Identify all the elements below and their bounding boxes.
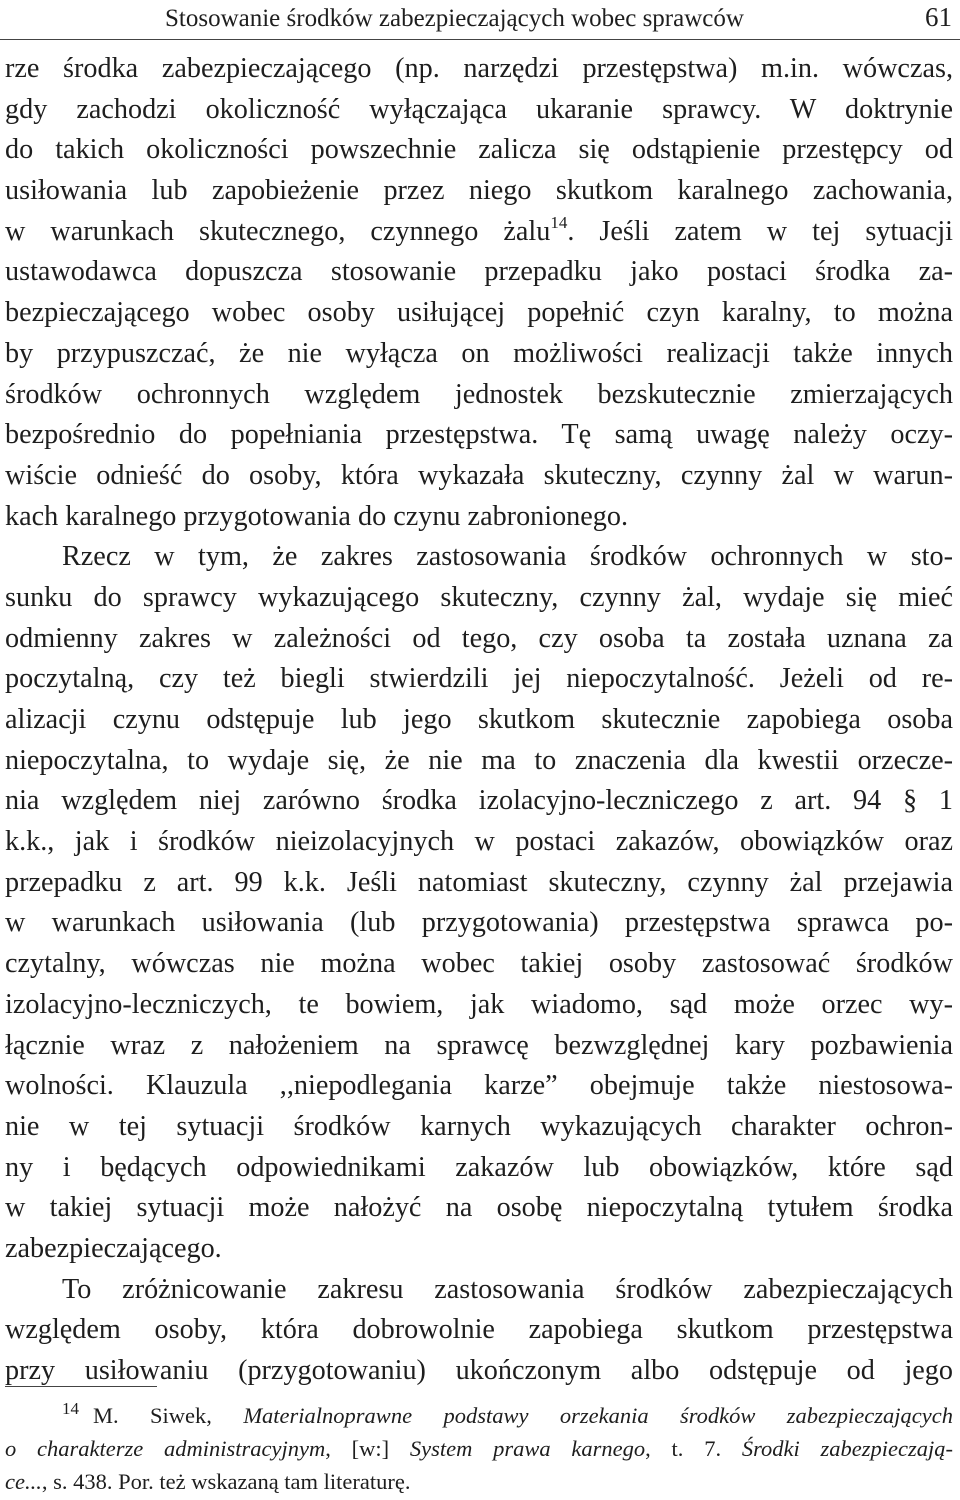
footnote-line [5,1432,953,1465]
text-line: wiście odnieść do osoby, która wykazała skuteczny, czynny żal w warun- [5,459,953,491]
text-line: rze środka zabezpieczającego (np. narzędzi przestępstwa) m.in. wówczas, [5,53,953,84]
text-line: by przypuszczać, że nie wyłącza on możliwości realizacji także innych [5,337,953,369]
text-line: poczytalną, czy też biegli stwierdzili jej niepoczytalność. Jeżeli od re- [5,663,953,695]
footnote-line [5,1465,953,1498]
text-line: do takich okoliczności powszechnie zalicza się odstąpienie przestępcy od [5,134,953,166]
text-line: nia względem niej zarówno środka izolacyjno-leczniczego z art. 94 § 1 [5,785,953,817]
text-line: usiłowania lub zapobieżenie przez niego skutkom karalnego zachowania, [5,175,953,207]
body-text [5,49,953,1392]
text-segment: . Jeśli zatem w tej sytuacji [567,215,953,247]
footnote-author: M. Siwek, [93,1403,244,1428]
text-line: w warunkach usiłowania (lub przygotowania) przestępstwa sprawca po- [5,907,953,939]
footnote [5,1399,953,1498]
text-line: względem osoby, która dobrowolnie zapobiega skutkom przestępstwa [5,1314,953,1346]
footnote-series: System prawa karnego [409,1436,646,1461]
footnote-pages: , s. 438. Por. też wskazaną tam literaturę. [41,1469,411,1494]
text-line: To zróżnicowanie zakresu zastosowania środków zabezpieczających [62,1273,953,1305]
text-line: ny i będących odpowiednikami zakazów lub obowiązków, które sąd [5,1151,953,1183]
text-line: bezpośrednio do popełniania przestępstwa. Tę samą uwagę należy oczy- [5,419,953,451]
text-line: gdy zachodzi okoliczność wyłączająca ukaranie sprawcy. W doktrynie [5,93,953,125]
text-line: w takiej sytuacji może nałożyć na osobę niepoczytalną tytułem środka [5,1192,953,1224]
footnote-line [5,1399,953,1432]
text-line: przepadku z art. 99 k.k. Jeśli natomiast skuteczny, czynny żal przejawia [5,866,953,898]
text-line: środków ochronnych względem jednostek bezskutecznie zmierzających [5,378,953,410]
footnote-title: Materialnoprawne podstawy orzekania środków zabezpieczających [243,1403,953,1428]
footnote-number: 14 [62,1399,79,1418]
footnote-rule [5,1386,157,1387]
text-line: czytalny, wówczas nie można wobec takiej osoby zastosować środków [5,948,953,980]
text-line: wolności. Klauzula ,,niepodlegania karze” obejmuje także niestosowa- [5,1070,953,1102]
text-line: kach karalnego przygotowania do czynu zabronionego. [5,500,629,532]
text-line: ustawodawca dopuszcza stosowanie przepadku jako postaci środka za- [5,256,953,288]
text-line: zabezpieczającego. [5,1232,222,1264]
text-line: niepoczytalna, to wydaje się, że nie ma to znaczenia dla kwestii orzecze- [5,744,953,776]
text-line: łącznie wraz z nałożeniem na sprawcę bezwzględnej kary pozbawienia [5,1029,953,1061]
footnote-title-cont: o charakterze administracyjnym [5,1436,326,1461]
text-line: sunku do sprawcy wykazującego skuteczny, czynny żal, wydaje się mieć [5,581,953,613]
page-header [0,0,960,40]
page-number: 61 [925,2,952,32]
text-line: izolacyjno-leczniczych, te bowiem, jak wiadomo, sąd może orzec wy- [5,988,953,1020]
text-line: Rzecz w tym, że zakres zastosowania środków ochronnych w sto- [62,541,953,573]
running-title: Stosowanie środków zabezpieczających wobec sprawców [165,5,744,32]
footnote-volume-title-end: ce... [5,1469,42,1494]
text-line: przy usiłowaniu (przygotowaniu) ukończonym albo odstępuje od jego [5,1355,953,1386]
text-segment: w warunkach skutecznego, czynnego żalu [5,215,551,247]
text-line: bezpieczającego wobec osoby usiłującej popełnić czyn karalny, to można [5,297,953,329]
footnote-in: , [w:] [325,1436,410,1461]
text-line: k.k., jak i środków nieizolacyjnych w postaci zakazów, obowiązków oraz [5,826,953,858]
footnote-reference[interactable]: 14 [550,212,568,232]
footnote-volume-title: Środki zabezpieczają- [741,1436,953,1461]
text-line-with-footnote [5,212,953,253]
text-line: odmienny zakres w zależności od tego, czy osoba ta została uznana za [5,622,953,654]
footnote-volume: , t. 7. [645,1436,742,1461]
text-line: nie w tej sytuacji środków karnych wykazujących charakter ochron- [5,1110,953,1142]
text-line: alizacji czynu odstępuje lub jego skutkom skutecznie zapobiega osoba [5,704,953,735]
header-rule [0,39,960,40]
